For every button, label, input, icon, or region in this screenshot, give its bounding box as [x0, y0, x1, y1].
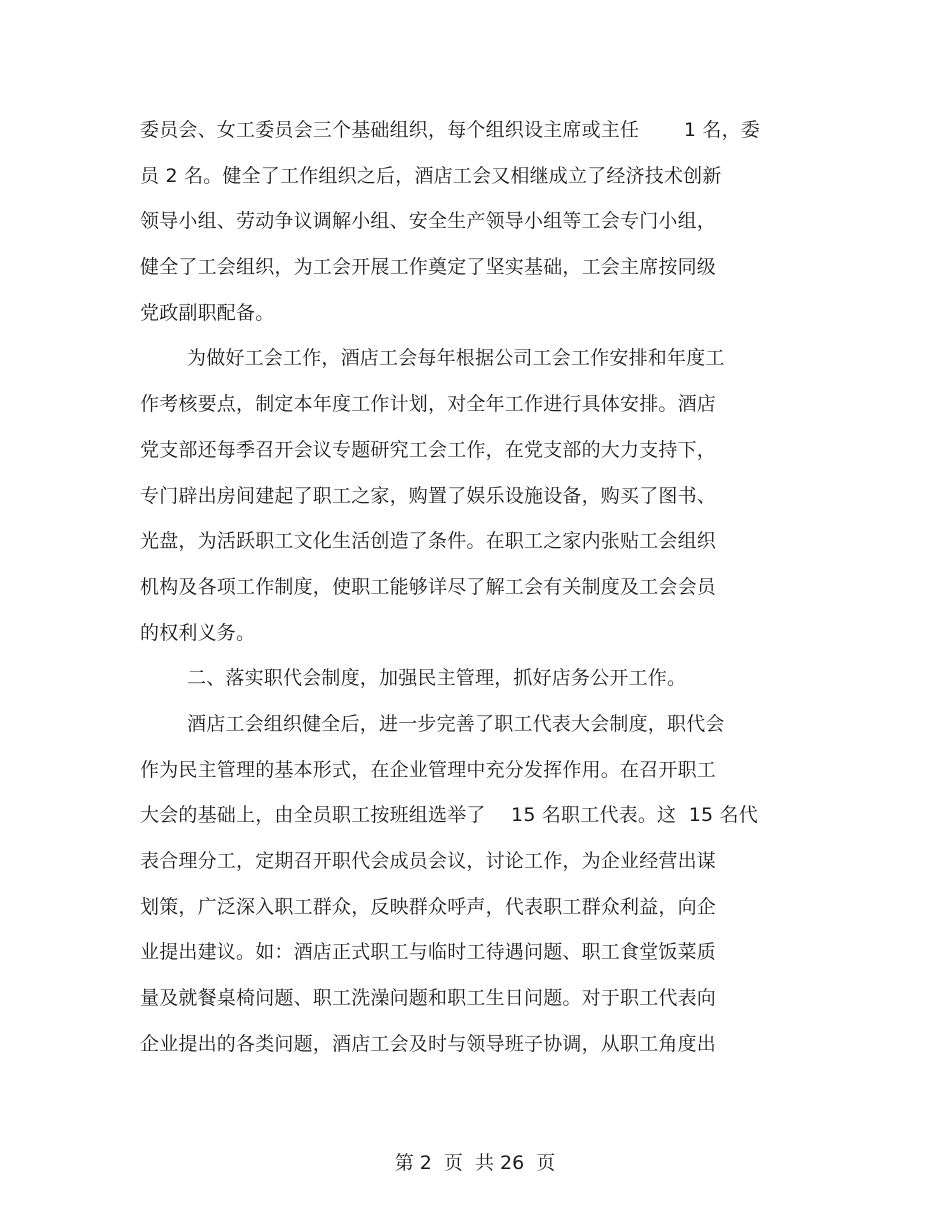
text-line: 量及就餐桌椅问题、职工洗澡问题和职工生日问题。对于职工代表向 — [140, 987, 717, 1010]
text-line: 的权利义务。 — [140, 621, 256, 644]
text-line: 员 2 名。健全了工作组织之后，酒店工会又相继成立了经济技术创新 — [140, 164, 722, 187]
text-line: 为做好工会工作，酒店工会每年根据公司工会工作安排和年度工 — [187, 347, 725, 370]
text-line: 领导小组、劳动争议调解小组、安全生产领导小组等工会专门小组， — [140, 210, 717, 233]
page-number-footer: 第 2 页 共 26 页 — [394, 1152, 556, 1174]
text-line: 光盘，为活跃职工文化生活创造了条件。在职工之家内张贴工会组织 — [140, 530, 717, 553]
text-line: 健全了工会组织，为工会开展工作奠定了坚实基础，工会主席按同级 — [140, 256, 717, 279]
text-line: 业提出建议。如：酒店正式职工与临时工待遇问题、职工食堂饭菜质 — [140, 941, 717, 964]
text-line: 表合理分工，定期召开职代会成员会议，讨论工作，为企业经营出谋 — [140, 850, 717, 872]
text-line: 大会的基础上，由全员职工按班组选举了 15 名职工代表。这 15 名代 — [140, 804, 758, 827]
text-line: 作为民主管理的基本形式，在企业管理中充分发挥作用。在召开职工 — [140, 758, 717, 781]
text-line: 党政副职配备。 — [140, 301, 275, 324]
document-body — [140, 108, 800, 1067]
text-line: 党支部还每季召开会议专题研究工会工作，在党支部的大力支持下， — [140, 438, 717, 461]
text-line: 二、落实职代会制度，加强民主管理，抓好店务公开工作。 — [187, 667, 687, 690]
text-line: 企业提出的各类问题，酒店工会及时与领导班子协调，从职工角度出 — [140, 1032, 717, 1055]
text-line: 划策，广泛深入职工群众，反映群众呼声，代表职工群众利益，向企 — [140, 895, 717, 918]
text-line: 委员会、女工委员会三个基础组织，每个组织设主席或主任 1 名，委 — [140, 119, 760, 141]
text-line: 作考核要点，制定本年度工作计划，对全年工作进行具体安排。酒店 — [140, 393, 717, 416]
text-line: 机构及各项工作制度，使职工能够详尽了解工会有关制度及工会会员 — [140, 575, 717, 598]
text-line: 专门辟出房间建起了职工之家，购置了娱乐设施设备，购买了图书、 — [140, 484, 717, 507]
text-line: 酒店工会组织健全后，进一步完善了职工代表大会制度，职代会 — [187, 712, 725, 735]
